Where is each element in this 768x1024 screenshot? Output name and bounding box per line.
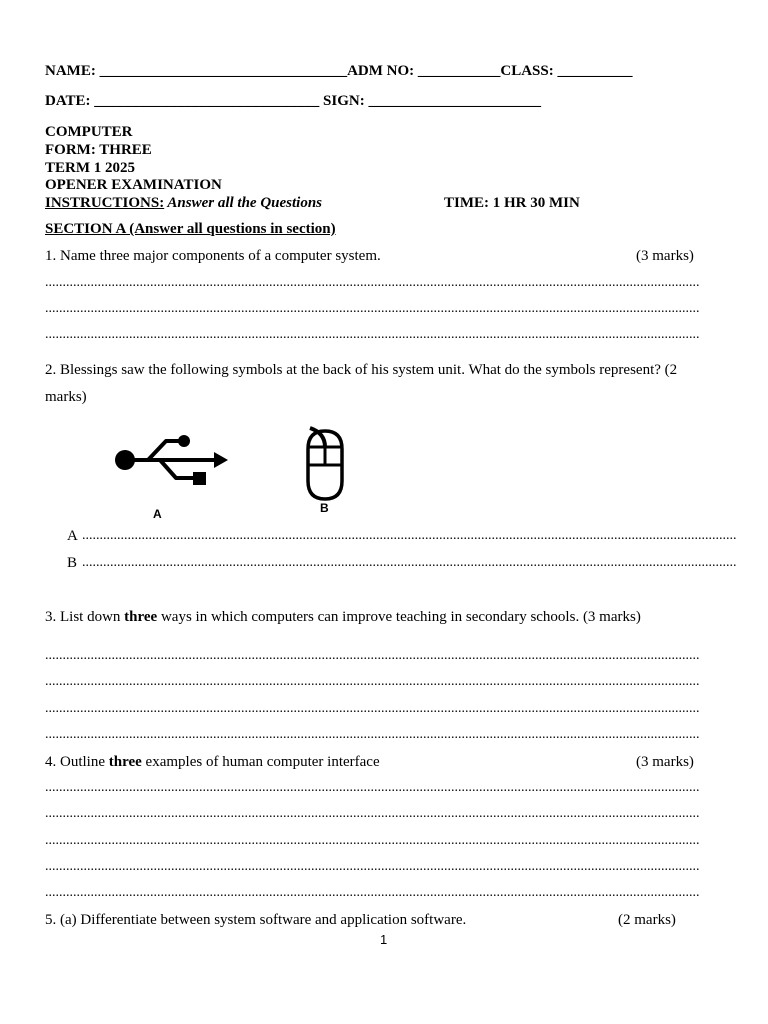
answer-line: ........................................................................................................................................................................................... <box>45 727 700 742</box>
section-a-heading: SECTION A (Answer all questions in section) <box>45 221 336 237</box>
instructions-label: INSTRUCTIONS: <box>45 195 165 211</box>
question-3-bold: three <box>124 609 158 625</box>
answer-line: ........................................................................................................................................................................................... <box>45 701 700 716</box>
answer-line: ........................................................................................................................................................................................... <box>45 806 700 821</box>
term-title: TERM 1 2025 <box>45 160 135 176</box>
instructions <box>45 195 322 212</box>
answer-line: ........................................................................................................................................................................................... <box>45 885 700 900</box>
question-4-bold: three <box>108 754 142 770</box>
question-5-text: 5. (a) Differentiate between system software and application software. <box>45 912 467 928</box>
usb-icon <box>110 430 230 490</box>
question-4-text <box>45 754 380 771</box>
answer-line: ........................................................................................................................................................................................... <box>82 528 737 543</box>
answer-line: ........................................................................................................................................................................................... <box>45 859 700 874</box>
answer-line: ........................................................................................................................................................................................... <box>45 301 700 316</box>
question-5-marks: (2 marks) <box>618 912 676 928</box>
mouse-port-icon <box>300 425 350 505</box>
answer-a-label: A <box>67 528 78 544</box>
question-3-pre: 3. List down <box>45 609 125 625</box>
answer-line: ........................................................................................................................................................................................... <box>45 780 700 795</box>
answer-b-label: B <box>67 555 78 571</box>
question-1-text: 1. Name three major components of a computer system. <box>45 248 381 264</box>
date-sign-line: DATE: ______________________________ SIGN: _______________________ <box>45 93 541 109</box>
question-3-post: ways in which computers can improve teaching in secondary schools. (3 marks) <box>157 609 641 625</box>
answer-line: ........................................................................................................................................................................................... <box>45 648 700 663</box>
question-4-pre: 4. Outline <box>45 754 109 770</box>
answer-line: ........................................................................................................................................................................................... <box>45 275 700 290</box>
instructions-text: Answer all the Questions <box>164 195 323 211</box>
question-4-marks: (3 marks) <box>636 754 694 770</box>
question-2-text: 2. Blessings saw the following symbols at the back of his system unit. What do the symbols represent? (2 <box>45 362 678 378</box>
exam-title: OPENER EXAMINATION <box>45 177 222 193</box>
question-4-post: examples of human computer interface <box>141 754 380 770</box>
exam-time: TIME: 1 HR 30 MIN <box>444 195 580 211</box>
question-2-text-cont: marks) <box>45 389 87 405</box>
subject-title: COMPUTER <box>45 124 133 140</box>
symbol-a-label: A <box>153 507 162 521</box>
question-3-text <box>45 609 641 626</box>
answer-line: ........................................................................................................................................................................................... <box>45 674 700 689</box>
form-title: FORM: THREE <box>45 142 152 158</box>
answer-line: ........................................................................................................................................................................................... <box>82 555 737 570</box>
name-adm-class-line: NAME: _________________________________ADM NO: ___________CLASS: __________ <box>45 63 633 79</box>
answer-line: ........................................................................................................................................................................................... <box>45 833 700 848</box>
page-number: 1 <box>380 932 388 947</box>
question-1-marks: (3 marks) <box>636 248 694 264</box>
symbol-b-label: B <box>320 501 329 515</box>
answer-line: ........................................................................................................................................................................................... <box>45 327 700 342</box>
